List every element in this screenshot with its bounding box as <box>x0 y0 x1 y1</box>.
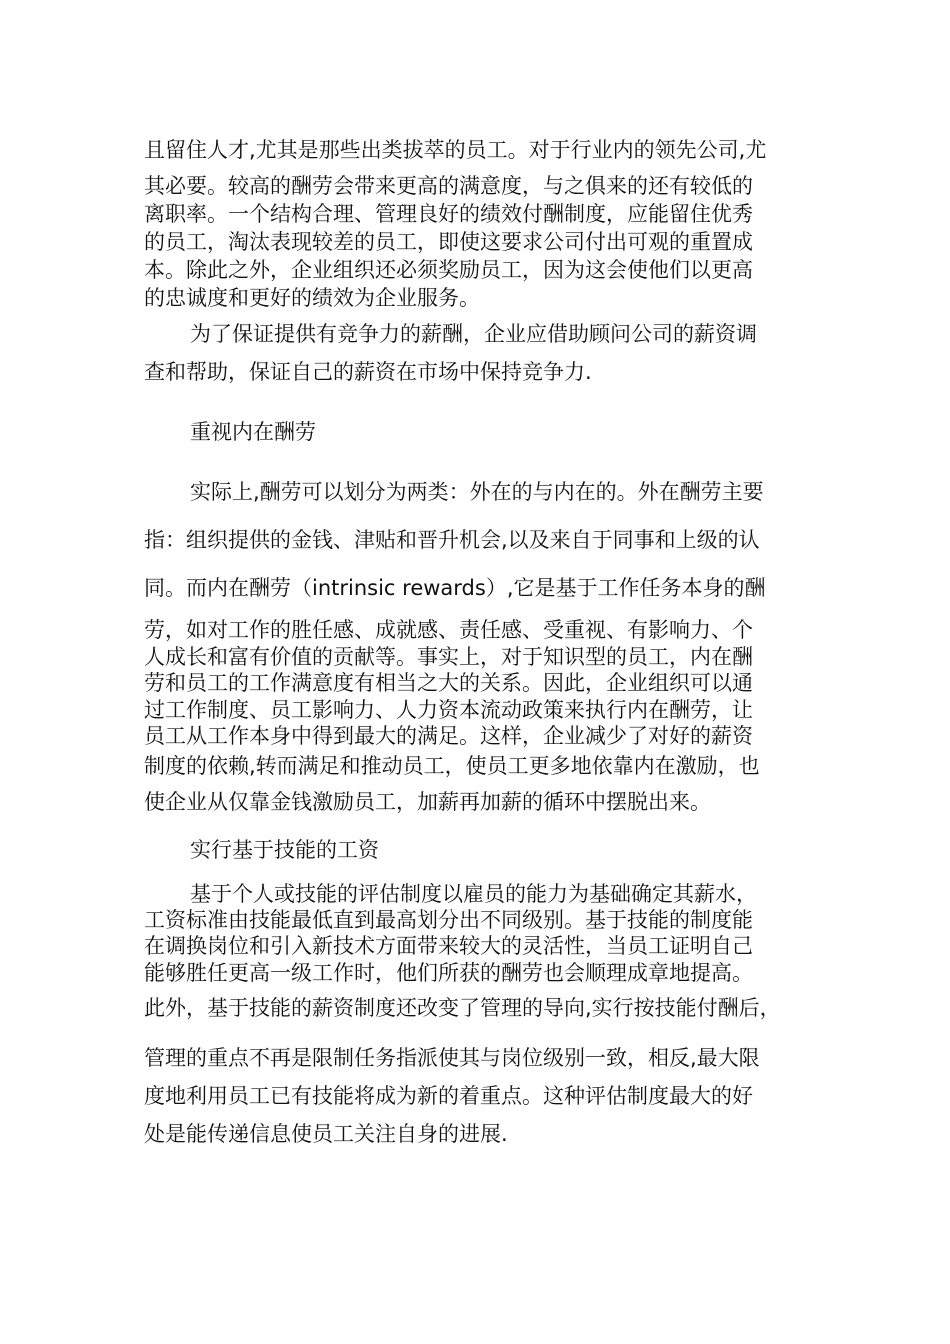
text-line: 能够胜任更高一级工作时，他们所获的酬劳也会顺理成章地提高。 <box>144 961 753 985</box>
text-line: 为了保证提供有竞争力的薪酬，企业应借助顾问公司的薪资调 <box>190 322 757 346</box>
section-heading: 重视内在酬劳 <box>190 420 316 444</box>
text-line: 工资标准由技能最低直到最高划分出不同级别。基于技能的制度能 <box>144 908 753 932</box>
text-line: 处是能传递信息使员工关注自身的进展. <box>144 1122 508 1146</box>
text-line: 的忠诚度和更好的绩效为企业服务。 <box>144 286 480 310</box>
text-line: 本。除此之外，企业组织还必须奖励员工，因为这会使他们以更高 <box>144 258 753 282</box>
text-line: 基于个人或技能的评估制度以雇员的能力为基础确定其薪水， <box>190 882 757 906</box>
text-line: 查和帮助，保证自己的薪资在市场中保持竞争力. <box>144 360 592 384</box>
text-line: 实际上,酬劳可以划分为两类：外在的与内在的。外在酬劳主要 <box>190 480 764 504</box>
text-line: 劳，如对工作的胜任感、成就感、责任感、受重视、有影响力、个 <box>144 618 753 642</box>
text-line: 过工作制度、员工影响力、人力资本流动政策来执行内在酬劳，让 <box>144 698 753 722</box>
text-line: 离职率。一个结构合理、管理良好的绩效付酬制度，应能留住优秀 <box>144 202 753 226</box>
text-line: 使企业从仅靠金钱激励员工，加薪再加薪的循环中摆脱出来。 <box>144 790 711 814</box>
text-line: 同。而内在酬劳（intrinsic rewards）,它是基于工作任务本身的酬 <box>144 576 766 600</box>
text-line: 在调换岗位和引入新技术方面带来较大的灵活性，当员工证明自己 <box>144 934 753 958</box>
text-line: 度地利用员工已有技能将成为新的着重点。这种评估制度最大的好 <box>144 1084 753 1108</box>
text-line: 其必要。较高的酬劳会带来更高的满意度，与之俱来的还有较低的 <box>144 174 753 198</box>
text-line: 制度的依赖,转而满足和推动员工，使员工更多地依靠内在激励，也 <box>144 754 760 778</box>
text-line: 人成长和富有价值的贡献等。事实上，对于知识型的员工，内在酬 <box>144 645 753 669</box>
section-heading: 实行基于技能的工资 <box>190 838 379 862</box>
text-line: 此外，基于技能的薪资制度还改变了管理的导向,实行按技能付酬后， <box>144 996 781 1020</box>
text-line: 管理的重点不再是限制任务指派使其与岗位级别一致，相反,最大限 <box>144 1046 760 1070</box>
text-line: 员工从工作本身中得到最大的满足。这样，企业减少了对好的薪资 <box>144 724 753 748</box>
text-line: 且留住人才,尤其是那些出类拔萃的员工。对于行业内的领先公司,尤 <box>144 138 767 162</box>
text-line: 指：组织提供的金钱、津贴和晋升机会,以及来自于同事和上级的认 <box>144 528 760 552</box>
text-line: 劳和员工的工作满意度有相当之大的关系。因此，企业组织可以通 <box>144 671 753 695</box>
text-line: 的员工，淘汰表现较差的员工，即使这要求公司付出可观的重置成 <box>144 230 753 254</box>
